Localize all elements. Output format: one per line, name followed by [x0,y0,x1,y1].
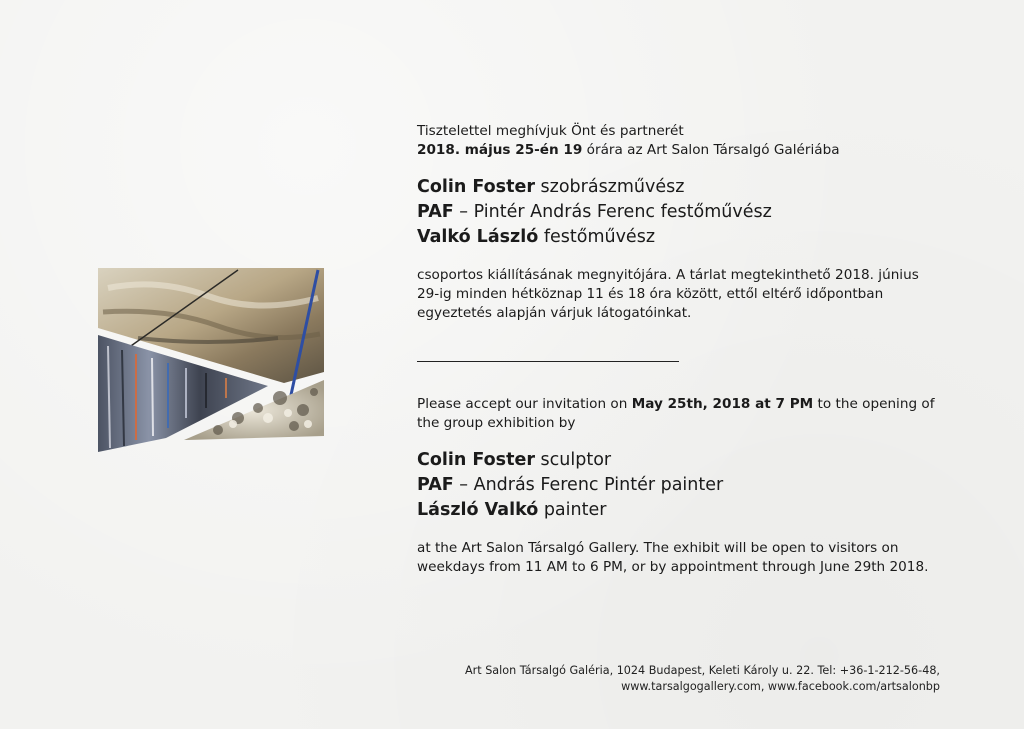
gallery-contact-footer [340,663,940,694]
hu-artist-2: PAF – Pintér András Ferenc festőművész [417,202,772,222]
en-artist-3: László Valkó painter [417,500,607,520]
hu-intro: Tisztelettel meghívjuk Önt és partnerét 2018. május 25-én 19 órára az Art Salon Társalgó Galériába [417,123,840,158]
artwork-collage [98,268,324,456]
hungarian-invitation [417,122,957,323]
en-artist-2: PAF – András Ferenc Pintér painter [417,475,724,495]
footer-links: www.tarsalgogallery.com, www.facebook.com/artsalonbp [621,679,940,693]
en-artist-1: Colin Foster sculptor [417,450,612,470]
english-invitation [417,395,977,577]
footer-address: Art Salon Társalgó Galéria, 1024 Budapest, Keleti Károly u. 22. Tel: +36-1-212-56-48, [465,664,940,677]
hu-artist-1: Colin Foster szobrászművész [417,177,685,197]
hu-artist-list [417,175,957,250]
divider-line [417,361,679,362]
hu-artist-3: Valkó László festőművész [417,227,656,247]
en-body: at the Art Salon Társalgó Gallery. The exhibit will be open to visitors on weekdays from 11 AM to 6 PM, or by appointment through June 29th 2018. [417,540,929,575]
en-intro: Please accept our invitation on May 25th, 2018 at 7 PM to the opening of the group exhibition by [417,396,935,431]
en-artist-list [417,448,977,523]
hu-body: csoportos kiállításának megnyitójára. A tárlat megtekinthető 2018. június 29-ig minden hétköznap 11 és 18 óra között, ettől eltérő időpontban egyeztetés alapján várjuk látogatóinkat. [417,267,919,321]
